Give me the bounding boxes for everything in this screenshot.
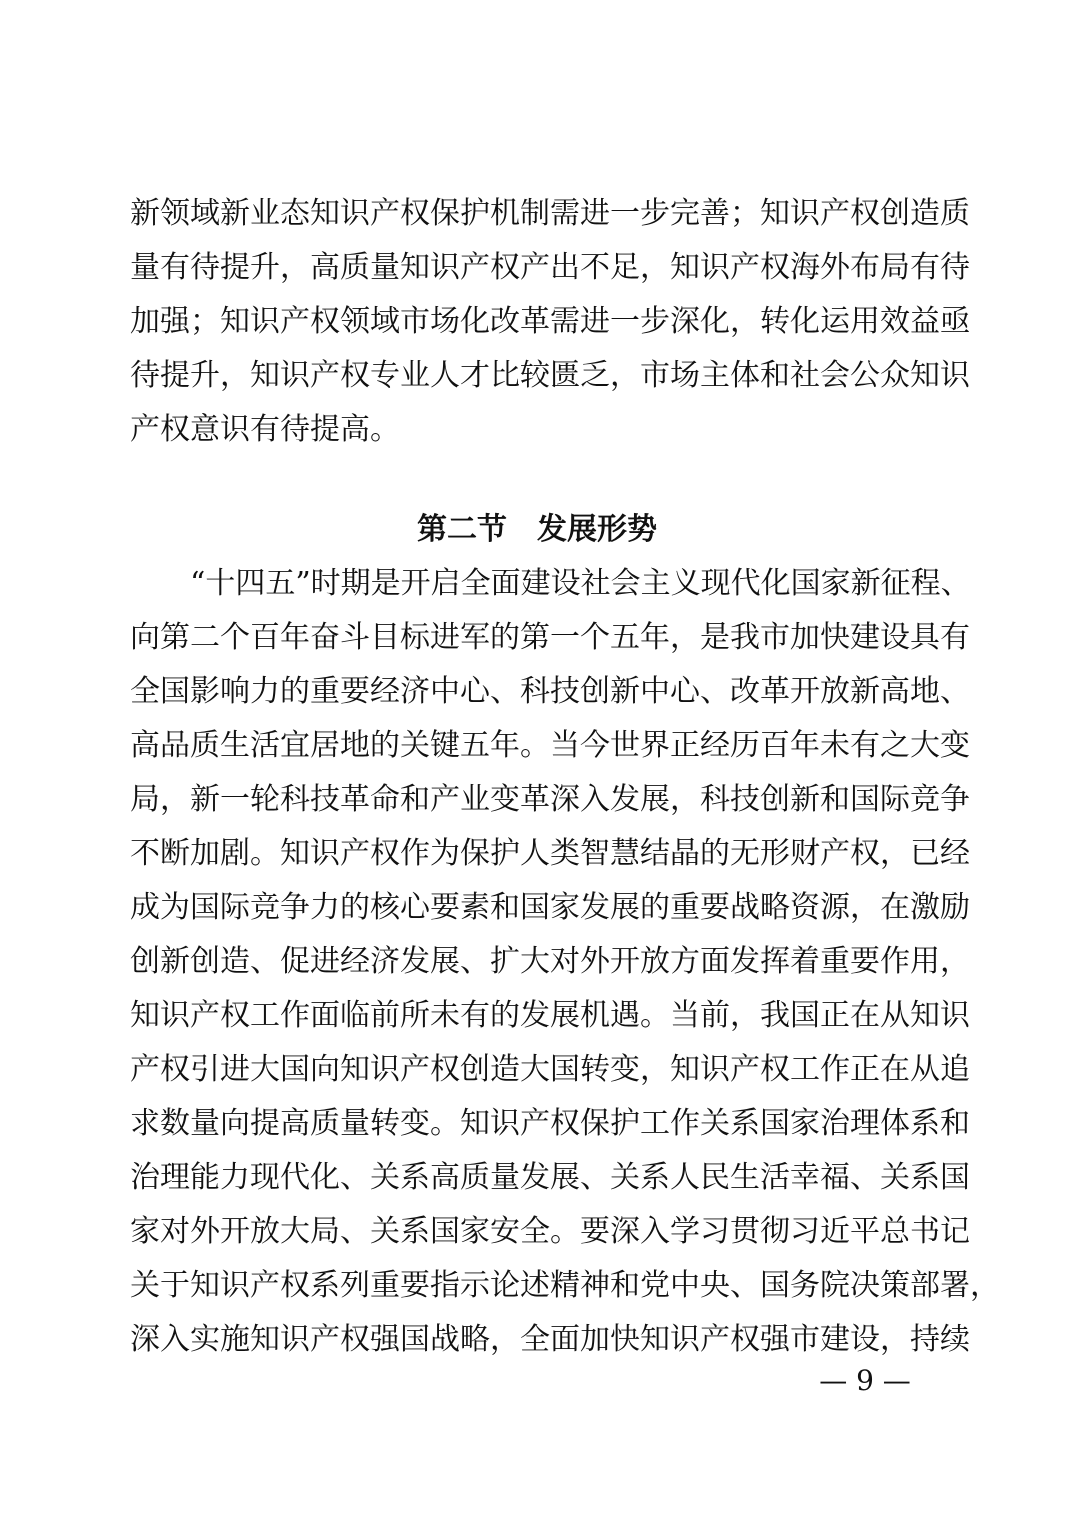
paragraph-line: 产权意识有待提高。 bbox=[130, 412, 400, 447]
paragraph-line: 高品质生活宜居地的关键五年。当今世界正经历百年未有之大变 bbox=[130, 728, 970, 763]
paragraph-line: 深入实施知识产权强国战略，全面加快知识产权强市建设，持续 bbox=[130, 1322, 970, 1357]
paragraph-line: 向第二个百年奋斗目标进军的第一个五年，是我市加快建设具有 bbox=[130, 620, 970, 655]
section-heading bbox=[0, 512, 1074, 548]
paragraph-line: 关于知识产权系列重要指示论述精神和党中央、国务院决策部署， bbox=[130, 1268, 1000, 1303]
paragraph-line: 家对外开放大局、关系国家安全。要深入学习贯彻习近平总书记 bbox=[130, 1214, 970, 1249]
paragraph-line: 产权引进大国向知识产权创造大国转变，知识产权工作正在从追 bbox=[130, 1052, 970, 1087]
paragraph-line: 新领域新业态知识产权保护机制需进一步完善；知识产权创造质 bbox=[130, 196, 970, 231]
paragraph-line: 治理能力现代化、关系高质量发展、关系人民生活幸福、关系国 bbox=[130, 1160, 970, 1195]
paragraph-line: 成为国际竞争力的核心要素和国家发展的重要战略资源，在激励 bbox=[130, 890, 970, 925]
paragraph-line: 创新创造、促进经济发展、扩大对外开放方面发挥着重要作用， bbox=[130, 944, 970, 979]
page-number: — 9 — bbox=[819, 1364, 911, 1397]
paragraph-line: 知识产权工作面临前所未有的发展机遇。当前，我国正在从知识 bbox=[130, 998, 970, 1033]
paragraph-line: “十四五”时期是开启全面建设社会主义现代化国家新征程、 bbox=[190, 566, 971, 601]
paragraph-line: 局，新一轮科技革命和产业变革深入发展，科技创新和国际竞争 bbox=[130, 782, 970, 817]
section-title: 发展形势 bbox=[537, 512, 657, 547]
paragraph-line: 不断加剧。知识产权作为保护人类智慧结晶的无形财产权，已经 bbox=[130, 836, 970, 871]
paragraph-line: 加强；知识产权领域市场化改革需进一步深化，转化运用效益亟 bbox=[130, 304, 970, 339]
paragraph-line: 求数量向提高质量转变。知识产权保护工作关系国家治理体系和 bbox=[130, 1106, 970, 1141]
paragraph-line: 全国影响力的重要经济中心、科技创新中心、改革开放新高地、 bbox=[130, 674, 970, 709]
paragraph-line: 待提升，知识产权专业人才比较匮乏，市场主体和社会公众知识 bbox=[130, 358, 970, 393]
section-number: 第二节 bbox=[417, 512, 507, 547]
paragraph-line: 量有待提升，高质量知识产权产出不足，知识产权海外布局有待 bbox=[130, 250, 970, 285]
